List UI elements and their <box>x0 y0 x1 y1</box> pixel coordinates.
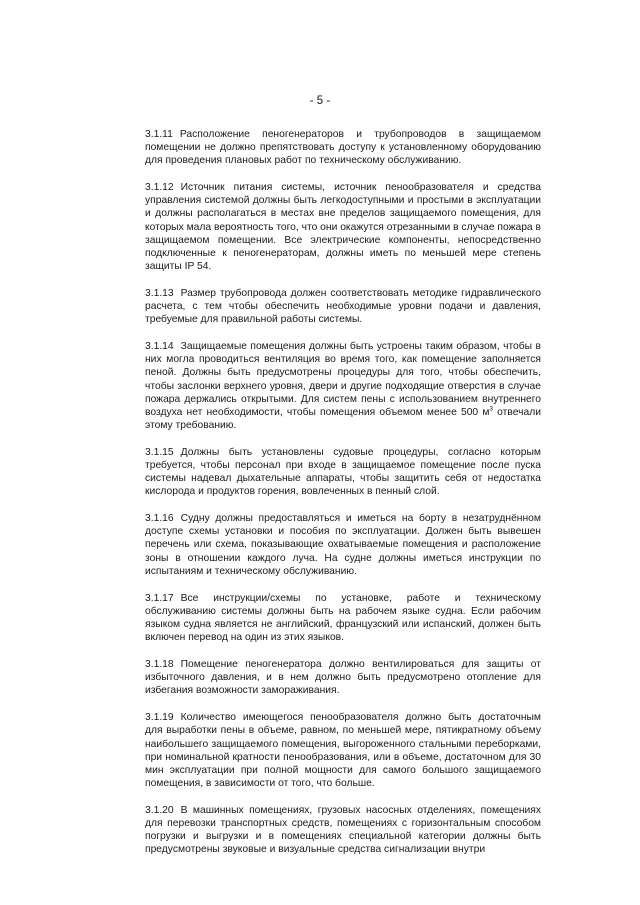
paragraph-number: 3.1.15 <box>145 446 174 458</box>
paragraph-text: Расположение пеногенераторов и трубопроводов в защищаемом помещении не должно препятствовать доступу к установленному оборудованию для проведения плановых работ по техническому обслуживанию. <box>145 129 541 167</box>
paragraph-3-1-18 <box>145 658 541 697</box>
paragraph-3-1-17 <box>145 592 541 644</box>
page-number: - 5 - <box>309 95 331 107</box>
paragraph-3-1-15 <box>145 446 541 498</box>
paragraph-text-cont: отвечали этому требованию. <box>145 406 541 431</box>
paragraph-number: 3.1.11 <box>145 129 173 140</box>
paragraph-text: Защищаемые помещения должны быть устроены таким образом, чтобы в них могла проводиться вентиляция во время того, как помещение заполняется пеной. Должны быть предусмотрены процедуры для того, чтобы обеспечить, чтобы заслонки верхнего уровня, двери и другие подходящие отверстия в случае пожара держались открытыми. Для систем пены с использованием внутреннего воздуха нет необходимости, чтобы помещения объемом менее 500 м <box>145 341 541 418</box>
paragraph-text: Помещение пеногенератора должно вентилироваться для защиты от избыточного давления, и в нем должно быть предусмотрено отопление для избегания возможности замораживания. <box>145 659 541 697</box>
paragraph-number: 3.1.20 <box>145 804 174 816</box>
paragraph-3-1-11 <box>145 128 541 167</box>
paragraph-number: 3.1.18 <box>145 659 174 671</box>
paragraph-3-1-14 <box>145 340 541 432</box>
paragraph-number: 3.1.13 <box>145 287 174 299</box>
paragraph-text: Количество имеющегося пенообразователя должно быть достаточным для выработки пены в объеме, равном, по меньшей мере, пятикратному объему наибольшего защищаемого помещения, выгороженного стальными переборками, при номинальной кратности пенообразования, или в объеме, достаточном для 30 мин эксплуатации при полной мощности для самого большого защищаемого помещения, в зависимости от того, что больше. <box>145 712 541 789</box>
paragraph-text: В машинных помещениях, грузовых насосных отделениях, помещениях для перевозки транспортных средств, помещениях с горизонтальным способом погрузки и выгрузки и в помещениях специальной категории должны быть предусмотрены звуковые и визуальные средства сигнализации внутри <box>145 804 541 856</box>
document-body <box>145 128 541 870</box>
paragraph-3-1-12 <box>145 181 541 273</box>
paragraph-3-1-16 <box>145 512 541 577</box>
paragraph-text: Судну должны предоставляться и иметься на борту в незатруднённом доступе схемы установки и пособия по эксплуатации. Должен быть вывешен перечень или схема, показывающие охватываемые помещения и расположение зоны в отношении каждого луча. На судне должны иметься инструкции по испытаниям и техническому обслуживанию. <box>145 513 541 577</box>
paragraph-number: 3.1.19 <box>145 712 174 724</box>
paragraph-number: 3.1.17 <box>145 592 174 604</box>
paragraph-number: 3.1.12 <box>145 182 174 194</box>
paragraph-text: Размер трубопровода должен соответствовать методике гидравлического расчета, с тем чтобы обеспечить необходимые уровни подачи и давления, требуемые для правильной работы системы. <box>145 287 541 326</box>
paragraph-text: Все инструкции/схемы по установке, работе и техническому обслуживанию системы должны быть на рабочем языке судна. Если рабочим языком судна является не английский, французский или испанский, должен быть включен перевод на один из этих языков. <box>145 592 541 643</box>
paragraph-3-1-13 <box>145 287 541 326</box>
paragraph-3-1-19 <box>145 711 541 790</box>
paragraph-text: Источник питания системы, источник пенообразователя и средства управления системой должны быть легкодоступными и простыми в эксплуатации и должны располагаться в местах вне пределов защищаемого помещения, для которых мала вероятность того, что они окажутся отрезанными в случае пожара в защищаемом помещении. Все электрические компоненты, непосредственно подключенные к пеногенераторам, должны иметь по меньшей мере степень защиты IP 54. <box>145 182 541 272</box>
paragraph-3-1-20 <box>145 804 541 856</box>
paragraph-number: 3.1.14 <box>145 341 174 353</box>
paragraph-number: 3.1.16 <box>145 513 174 525</box>
paragraph-text: Должны быть установлены судовые процедуры, согласно которым требуется, чтобы персонал при входе в защищаемое помещение после пуска системы надевал дыхательные аппараты, чтобы защитить себя от недостатка кислорода и продуктов горения, вовлеченных в пенный слой. <box>145 446 541 498</box>
superscript: 3 <box>489 405 494 413</box>
